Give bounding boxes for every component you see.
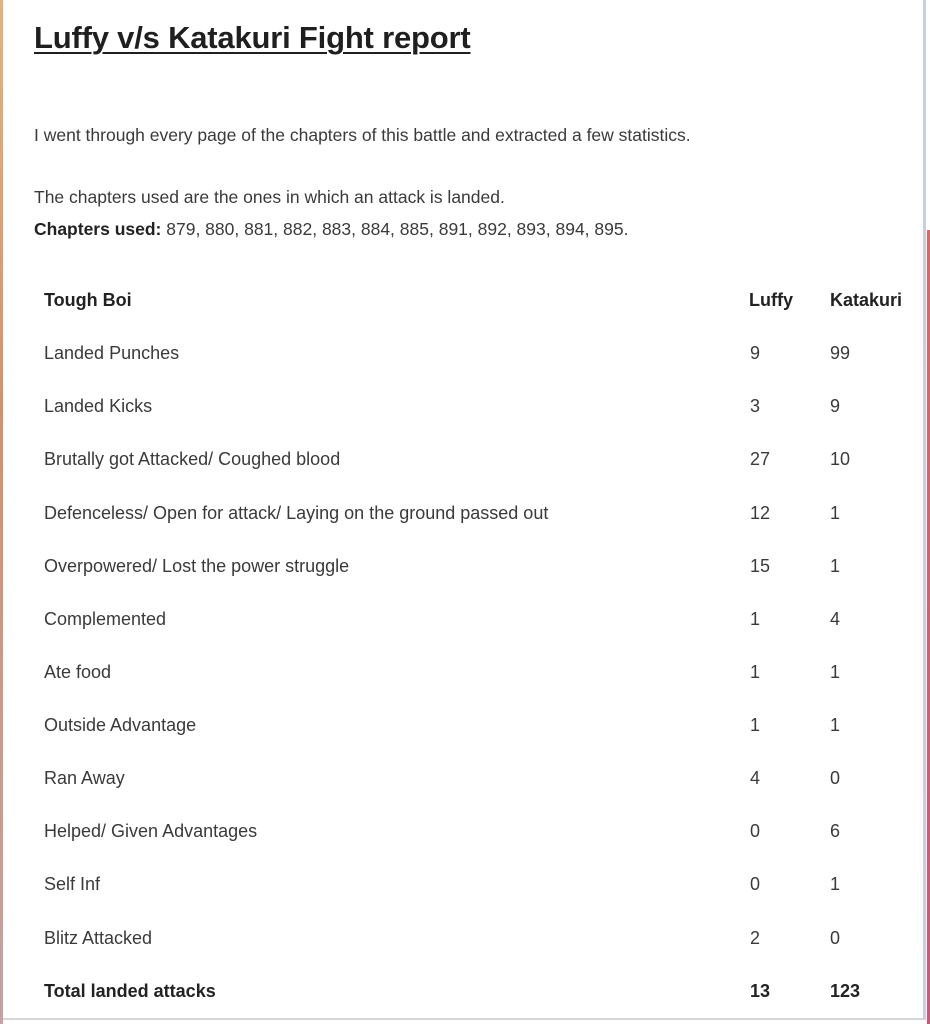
row-katakuri-value: 99 (830, 343, 851, 363)
table-row (44, 609, 924, 639)
row-label: Complemented (44, 609, 167, 629)
table-row (44, 874, 924, 904)
table-row (44, 556, 924, 586)
report-title: Luffy v/s Katakuri Fight report (34, 20, 471, 55)
row-label: Outside Advantage (44, 715, 197, 735)
row-katakuri-value: 10 (830, 449, 851, 469)
row-katakuri-value: 1 (830, 556, 841, 576)
table-header (44, 290, 924, 320)
header-label: Tough Boi (44, 290, 132, 310)
row-luffy-value: 3 (750, 396, 761, 416)
table-row (44, 343, 924, 373)
total-label: Total landed attacks (44, 981, 216, 1001)
chapters-note: The chapters used are the ones in which an attack is landed. (34, 187, 505, 207)
total-luffy-value: 13 (750, 981, 771, 1001)
row-label: Defenceless/ Open for attack/ Laying on the ground passed out (44, 503, 549, 523)
row-luffy-value: 15 (750, 556, 771, 576)
row-luffy-value: 0 (750, 821, 761, 841)
table-row (44, 928, 924, 958)
row-katakuri-value: 0 (830, 768, 841, 788)
header-luffy: Luffy (749, 290, 793, 310)
row-katakuri-value: 1 (830, 503, 841, 523)
row-luffy-value: 9 (750, 343, 761, 363)
table-row (44, 715, 924, 745)
chapters-list: 879, 880, 881, 882, 883, 884, 885, 891, 892, 893, 894, 895. (161, 219, 629, 239)
table-row (44, 503, 924, 533)
chapters-used (34, 219, 628, 240)
row-luffy-value: 4 (750, 768, 761, 788)
row-luffy-value: 1 (750, 662, 761, 682)
left-edge-border (0, 0, 3, 1024)
row-label: Landed Kicks (44, 396, 153, 416)
row-luffy-value: 27 (750, 449, 771, 469)
row-luffy-value: 0 (750, 874, 761, 894)
table-row (44, 396, 924, 426)
row-label: Ran Away (44, 768, 125, 788)
row-luffy-value: 1 (750, 715, 761, 735)
row-katakuri-value: 1 (830, 715, 841, 735)
row-luffy-value: 2 (750, 928, 761, 948)
row-label: Helped/ Given Advantages (44, 821, 258, 841)
table-row (44, 449, 924, 479)
total-katakuri-value: 123 (830, 981, 861, 1001)
row-katakuri-value: 4 (830, 609, 841, 629)
row-label: Brutally got Attacked/ Coughed blood (44, 449, 341, 469)
row-katakuri-value: 1 (830, 874, 841, 894)
table-row (44, 821, 924, 851)
row-luffy-value: 12 (750, 503, 771, 523)
intro-text: I went through every page of the chapters of this battle and extracted a few statistics. (34, 125, 691, 145)
table-total-row (44, 981, 924, 1011)
header-katakuri: Katakuri (830, 290, 903, 310)
chapters-used-label: Chapters used: (34, 219, 162, 239)
row-katakuri-value: 9 (830, 396, 841, 416)
row-label: Landed Punches (44, 343, 180, 363)
row-katakuri-value: 6 (830, 821, 841, 841)
row-katakuri-value: 0 (830, 928, 841, 948)
row-label: Ate food (44, 662, 112, 682)
row-katakuri-value: 1 (830, 662, 841, 682)
table-row (44, 768, 924, 798)
table-row (44, 662, 924, 692)
row-label: Self Inf (44, 874, 101, 894)
row-label: Overpowered/ Lost the power struggle (44, 556, 350, 576)
row-luffy-value: 1 (750, 609, 761, 629)
row-label: Blitz Attacked (44, 928, 153, 948)
